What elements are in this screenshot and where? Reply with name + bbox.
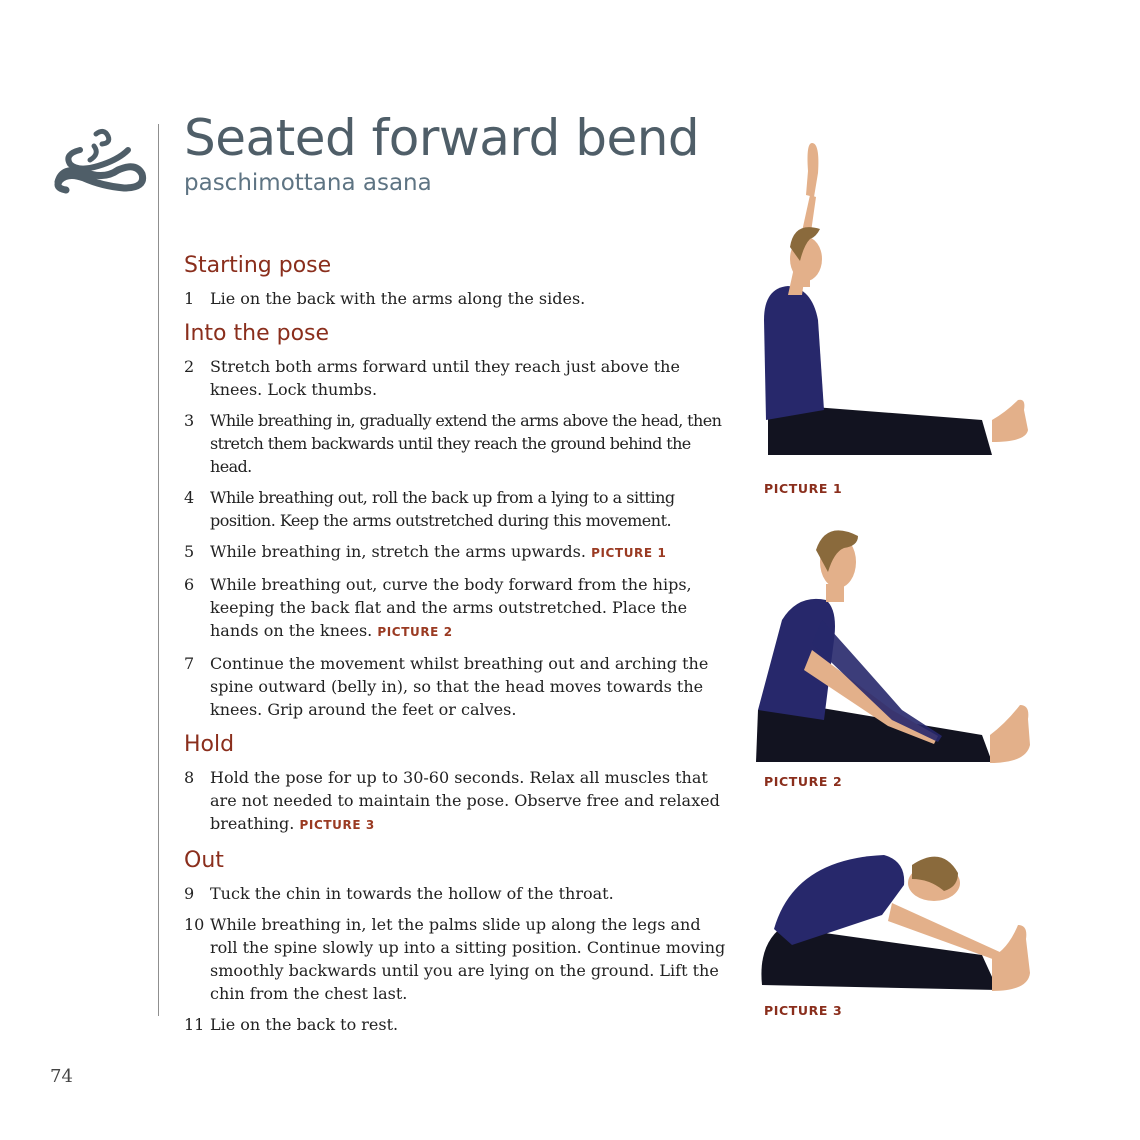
divider-line <box>158 124 159 1016</box>
picture-2-caption: PICTURE 2 <box>764 774 843 789</box>
picture-3-caption: PICTURE 3 <box>764 1003 843 1018</box>
page-number: 74 <box>50 1066 73 1087</box>
section-heading-into-the-pose: Into the pose <box>184 321 330 346</box>
step-text: Hold the pose for up to 30-60 seconds. Relax all muscles that are not needed to maintain the pose. Observe free and relaxed breathing. <box>210 768 720 833</box>
instructions <box>184 250 729 1044</box>
step-number: 2 <box>184 357 195 376</box>
step-text: Stretch both arms forward until they reach just above the knees. Lock thumbs. <box>210 357 680 399</box>
step-text: While breathing in, let the palms slide up along the legs and roll the spine slowly up into a sitting position. Continue moving smoothly backwards until you are lying on the ground. Lift the chin from the chest last. <box>210 915 726 1003</box>
page-subtitle: paschimottana asana <box>184 170 432 196</box>
step <box>184 486 729 532</box>
step-text: Continue the movement whilst breathing out and arching the spine outward (belly in), so that the head moves towards the knees. Grip around the feet or calves. <box>210 654 709 719</box>
section-heading-starting-pose: Starting pose <box>184 253 332 278</box>
step-number: 9 <box>184 884 195 903</box>
step-text: While breathing out, roll the back up from a lying to a sitting position. Keep the arms outstretched during this movement. <box>210 488 675 530</box>
step-number: 4 <box>184 488 194 507</box>
step-number: 7 <box>184 654 195 673</box>
section-heading-out: Out <box>184 848 224 873</box>
picture-1-caption: PICTURE 1 <box>764 481 843 496</box>
step-number: 5 <box>184 542 195 561</box>
step <box>184 1013 729 1036</box>
step <box>184 882 729 905</box>
section-heading-hold: Hold <box>184 732 235 757</box>
step-text: Tuck the chin in towards the hollow of the throat. <box>210 884 614 903</box>
step <box>184 573 729 644</box>
step-number: 8 <box>184 768 195 787</box>
picture-reference: PICTURE 1 <box>591 546 667 560</box>
step <box>184 913 729 1005</box>
step-number: 6 <box>184 575 195 594</box>
step <box>184 409 729 478</box>
picture-reference: PICTURE 2 <box>377 625 453 639</box>
step-number: 3 <box>184 411 194 430</box>
step-text: While breathing out, curve the body forward from the hips, keeping the back flat and the arms outstretched. Place the hands on the knees. <box>210 575 692 640</box>
step-text: Lie on the back with the arms along the sides. <box>210 289 586 308</box>
step-text: While breathing in, gradually extend the arms above the head, then stretch them backwards until they reach the ground behind the head. <box>210 411 722 476</box>
page-title: Seated forward bend <box>184 109 700 167</box>
picture-reference: PICTURE 3 <box>299 818 375 832</box>
picture-2-image <box>752 520 1042 770</box>
step <box>184 766 729 837</box>
yoga-logo-icon <box>50 122 148 200</box>
step-number: 10 <box>184 915 205 934</box>
step <box>184 652 729 721</box>
picture-3-image <box>752 845 1042 1000</box>
step-text: Lie on the back to rest. <box>210 1015 399 1034</box>
step <box>184 287 729 310</box>
step-number: 11 <box>184 1015 205 1034</box>
step <box>184 540 729 565</box>
step <box>184 355 729 401</box>
step-text: While breathing in, stretch the arms upwards. <box>210 542 586 561</box>
step-number: 1 <box>184 289 195 308</box>
picture-1-image <box>752 135 1042 475</box>
